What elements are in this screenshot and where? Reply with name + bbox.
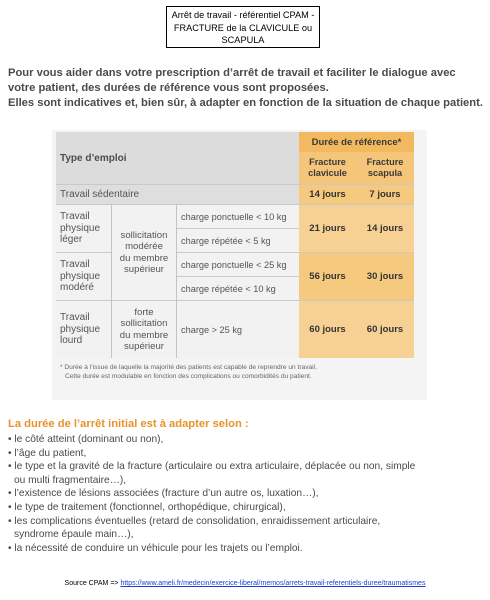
list-item-continuation: syndrome épaule main…), [14,529,134,541]
label-travail-physique-leger [56,204,111,252]
list-item: • l’existence de lésions associées (fracture d’un autre os, luxation…), [8,488,319,500]
table-row-sedentaire [56,184,414,204]
label-text: léger [60,234,83,246]
value-sedentaire-clavicule: 14 jours [299,184,356,204]
header-text: clavicule [308,168,347,178]
source-line [0,580,490,587]
value-leger-clavicule: 21 jours [299,204,356,252]
list-item: • la nécessité de conduire un véhicule pour les trajets ou l’emploi. [8,542,303,554]
header-text: Fracture [309,157,346,167]
label-text: physique [60,270,101,282]
header-text: scapula [367,168,403,178]
charge-superieure-25kg: charge > 25 kg [176,300,299,358]
value-modere-clavicule: 56 jours [299,252,356,300]
source-prefix: Source CPAM => [64,580,121,587]
source-link[interactable]: https://www.ameli.fr/medecin/exercice-liberal/memos/arrets-travail-referentiels-duree/traumatismes [120,580,426,587]
footnote-line: Cette durée est modulable en fonction des complications ou comorbidités du patient. [65,373,312,380]
label-text: forte [134,306,154,318]
label-text: Travail [60,211,90,223]
charge-repetee-5kg: charge répétée < 5 kg [176,228,299,252]
reference-table-panel [52,130,427,400]
footnote-line: * Durée à l’issue de laquelle la majorité des patients est capable de reprendre un travail. [60,364,317,371]
charge-repetee-10kg: charge répétée < 10 kg [176,276,299,300]
label-travail-sedentaire: Travail sédentaire [56,184,299,204]
label-text: physique [60,222,101,234]
label-text: supérieur [124,264,164,275]
header-duree-reference: Durée de référence* [299,132,414,152]
label-text: du membre [119,329,169,341]
label-text: physique [60,323,101,335]
list-item: • les complications éventuelles (retard de consolidation, enraidissement articulaire, [8,515,381,527]
title-line: Arrêt de travail - référentiel CPAM - [171,10,315,20]
title-line: FRACTURE de la CLAVICULE ou [173,22,313,33]
value-sedentaire-scapula: 7 jours [356,184,414,204]
label-text: Travail [60,259,90,271]
title-line: SCAPULA [221,35,265,45]
charge-ponctuelle-10kg: charge ponctuelle < 10 kg [176,204,299,228]
adapt-section-title: La durée de l’arrêt initial est à adapter selon : [8,418,249,430]
value-modere-scapula: 30 jours [356,252,414,300]
label-sollicitation-moderee [111,204,176,300]
reference-duration-table [56,132,414,358]
label-text: du membre [119,252,169,264]
intro-line: votre patient, des durées de référence vous sont proposées. [8,82,329,94]
list-item: • le côté atteint (dominant ou non), [8,434,164,445]
value-leger-scapula: 14 jours [356,204,414,252]
charge-ponctuelle-25kg: charge ponctuelle < 25 kg [176,252,299,276]
label-sollicitation-forte [111,300,176,358]
label-travail-physique-modere [56,252,111,300]
document-title-box [166,6,320,48]
intro-line: Elles sont indicatives et, bien sûr, à adapter en fonction de la situation de chaque patient. [8,97,483,109]
header-text: Fracture [366,157,404,167]
list-item: • le type de traitement (fonctionnel, orthopédique, chirurgical), [8,501,286,513]
label-travail-physique-lourd [56,300,111,358]
label-text: supérieur [124,341,164,352]
header-type-emploi: Type d’emploi [56,132,299,184]
label-text: lourd [60,335,83,347]
intro-line: Pour vous aider dans votre prescription d’arrêt de travail et faciliter le dialogue avec [8,67,456,79]
label-text: sollicitation [120,229,168,241]
label-text: Travail [60,312,90,324]
adapt-criteria-list [8,433,488,555]
list-item-continuation: ou multi fragmentaire…), [14,474,127,486]
list-item: • le type et la gravité de la fracture (articulaire ou extra articulaire, déplacée ou non, simple [8,461,416,473]
header-fracture-clavicule [299,152,356,184]
value-lourd-clavicule: 60 jours [299,300,356,358]
header-fracture-scapula [356,152,414,184]
label-text: modérée [125,241,163,252]
table-footnote [60,363,420,381]
intro-paragraph [8,66,488,111]
label-text: modéré [60,282,94,294]
value-lourd-scapula: 60 jours [356,300,414,358]
list-item: • l’âge du patient, [8,447,87,459]
label-text: sollicitation [120,318,168,329]
